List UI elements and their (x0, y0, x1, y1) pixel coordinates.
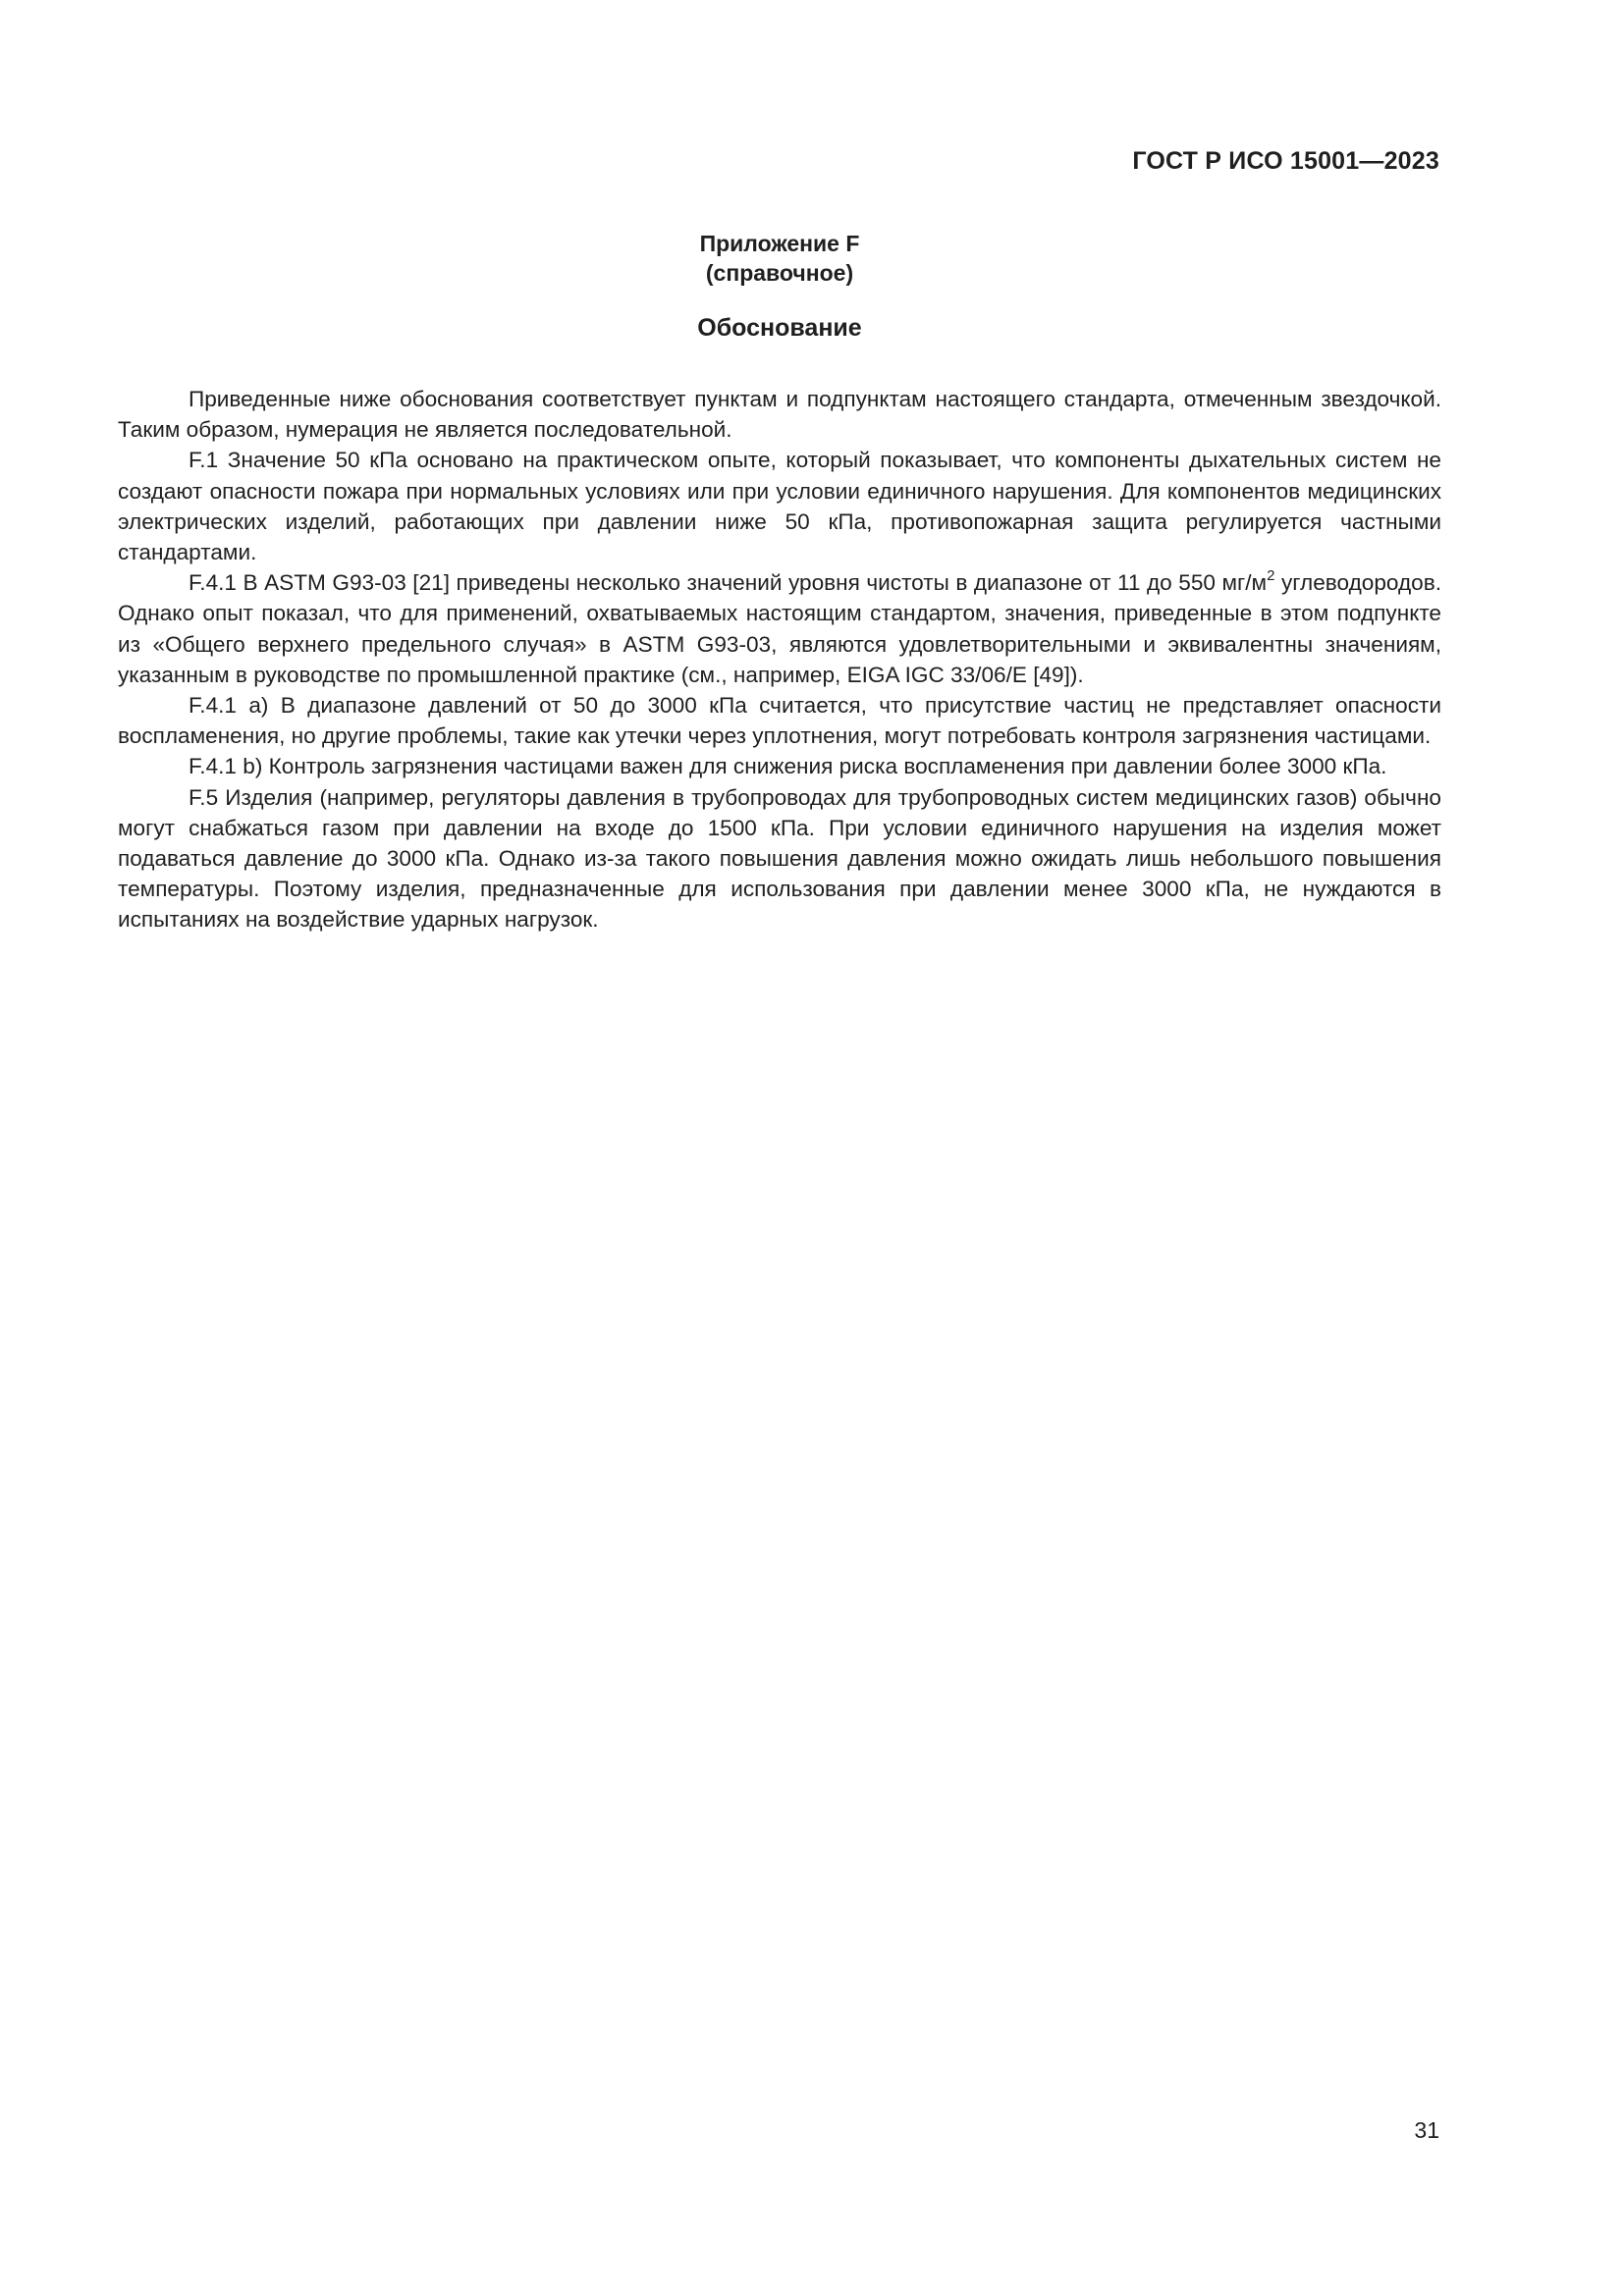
paragraph-intro: Приведенные ниже обоснования соответствует пунктам и подпунктам настоящего стандарта, отмеченным звездочкой. Таким образом, нумерация не является последовательной. (118, 387, 1441, 443)
appendix-heading (118, 229, 1441, 345)
paragraph-f4-1-text-end: углеводородов. Однако опыт показал, что для применений, охватываемых настоящим стандартом, значения, приведенные в этом подпункте из «Общего верхнего предельного случая» в ASTM G93-03, являются удовлетворительными и эквивалентны значениям, указанным в руководстве по промышленной практике (см., например, EIGA IGC 33/06/E [49]). (118, 570, 1441, 687)
paragraph-f1: F.1 Значение 50 кПа основано на практическом опыте, который показывает, что компоненты дыхательных систем не создают опасности пожара при нормальных условиях или при условии единичного нарушения. Для компонентов медицинских электрических изделий, работающих при давлении ниже 50 кПа, противопожарная защита регулируется частными стандартами. (118, 448, 1441, 565)
page-number: 31 (1414, 2117, 1439, 2143)
paragraph-f4-1-a: F.4.1 a) В диапазоне давлений от 50 до 3000 кПа считается, что присутствие частиц не представляет опасности воспламенения, но другие проблемы, такие как утечки через уплотнения, могут потребовать контроля загрязнения частицами. (118, 693, 1441, 749)
appendix-type: (справочное) (705, 260, 854, 286)
paragraph-f4-1-b: F.4.1 b) Контроль загрязнения частицами важен для снижения риска воспламенения при давлении более 3000 кПа. (189, 754, 1387, 779)
paragraph-f4-1 (118, 567, 1441, 690)
paragraph-f4-1-text-start: F.4.1 В ASTM G93-03 [21] приведены несколько значений уровня чистоты в диапазоне от 11 до 550 мг/м (189, 570, 1268, 596)
appendix-title: Приложение F (699, 231, 860, 256)
section-title: Обоснование (697, 314, 862, 342)
standard-code: ГОСТ Р ИСО 15001—2023 (1132, 147, 1439, 175)
paragraph-f5: F.5 Изделия (например, регуляторы давления в трубопроводах для трубопроводных систем медицинских газов) обычно могут снабжаться газом при давлении на входе до 1500 кПа. При условии единичного нарушения на изделия может подаваться давление до 3000 кПа. Однако из-за такого повышения давления можно ожидать лишь небольшого повышения температуры. Поэтому изделия, предназначенные для использования при давлении менее 3000 кПа, не нуждаются в испытаниях на воздействие ударных нагрузок. (118, 784, 1441, 933)
superscript-exponent: 2 (1267, 567, 1275, 585)
body-text (118, 384, 1441, 935)
